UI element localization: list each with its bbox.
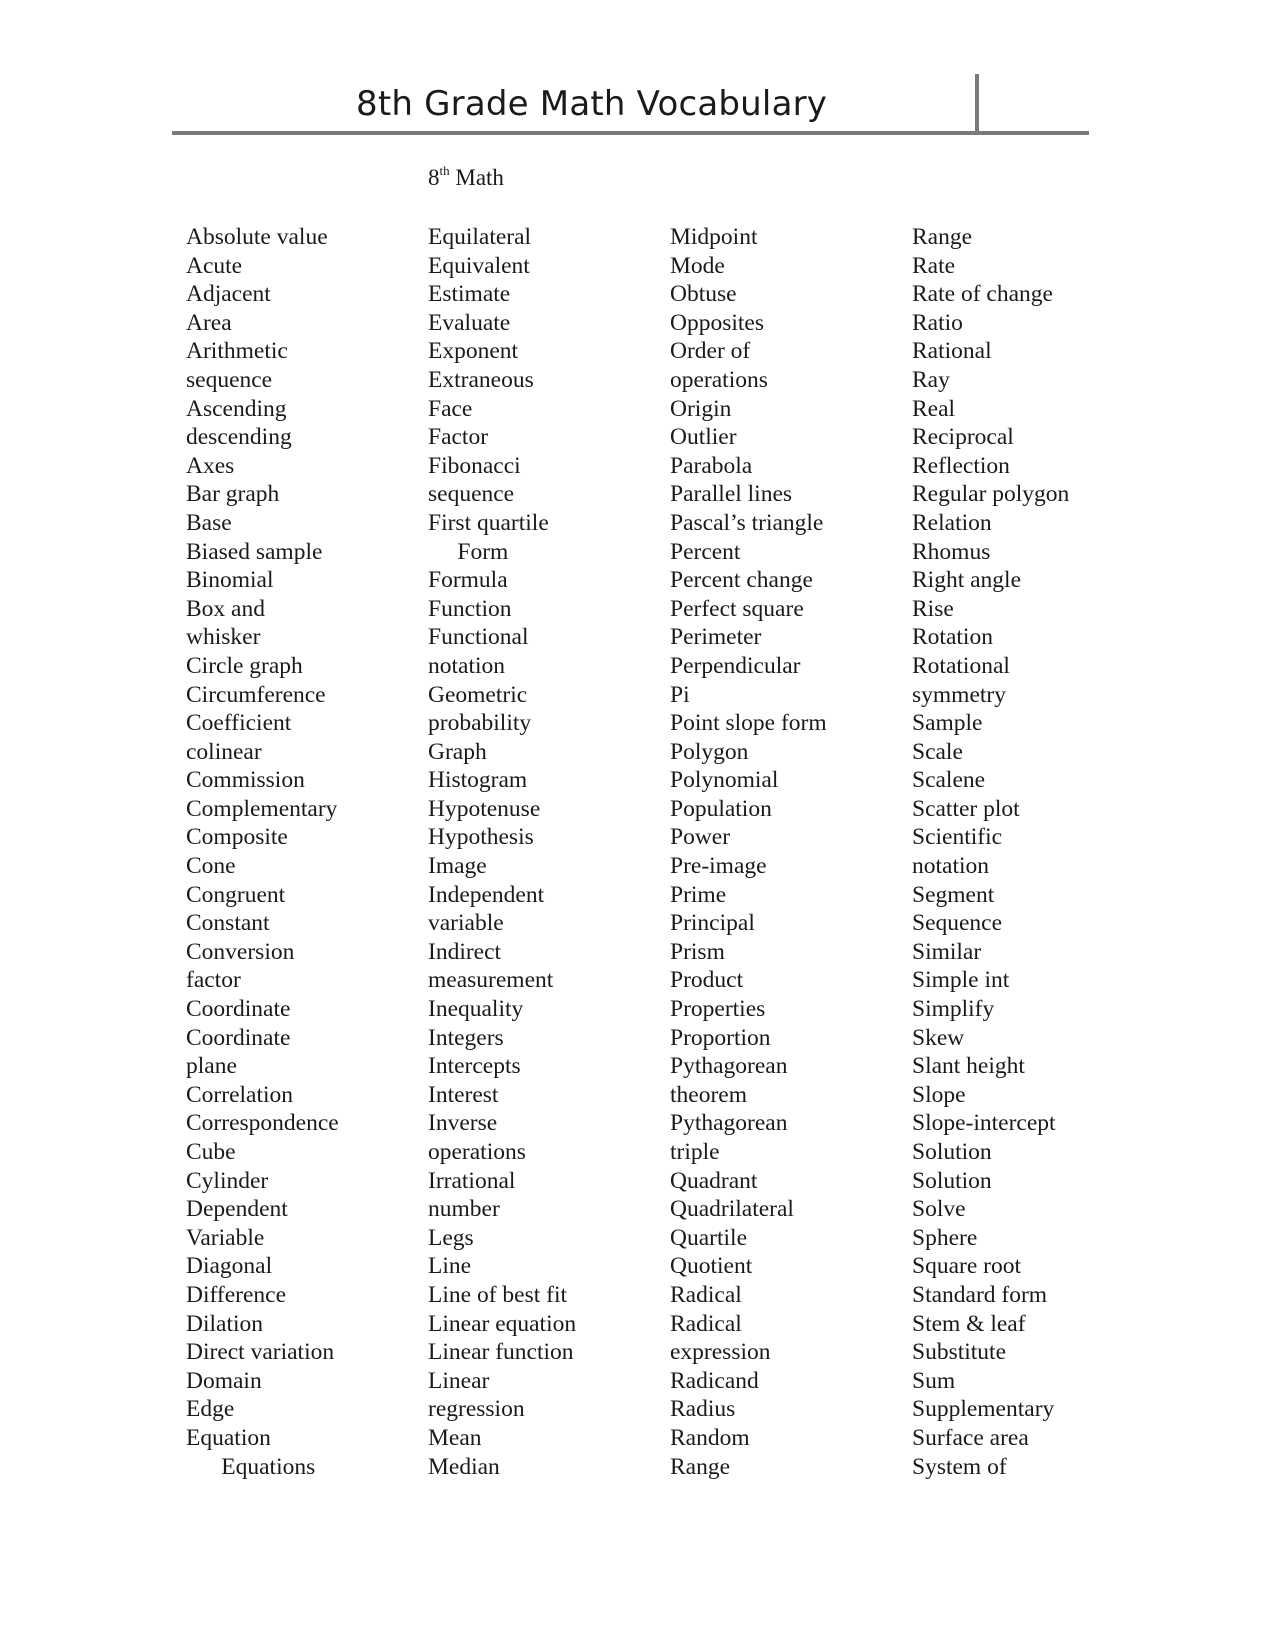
vocab-term: operations [428,1139,526,1165]
vocab-term: Reflection [912,452,1010,479]
vocab-term: Function [428,595,512,622]
vocab-term: Histogram [428,767,528,794]
vocab-term: Indirect [428,938,502,965]
vocab-term: Scale [912,738,963,765]
vocab-term: Line of best fit [428,1281,568,1308]
vocab-term: Commission [186,767,305,794]
vocab-term: Proportion [670,1024,771,1051]
vocab-term: Pythagorean [670,1110,788,1137]
vocab-term: Bar graph [186,481,280,508]
vocab-term: Population [670,795,772,822]
vocab-term: sequence [186,366,273,393]
vocab-term: Parabola [670,452,753,479]
vocab-term: Box and [186,595,265,622]
vocab-term: Equations [186,1453,316,1480]
vocab-term: Quadrant [670,1167,758,1194]
vocab-term: Variable [186,1224,265,1251]
vocab-term: Rhomus [912,538,991,565]
vocab-term: Inverse [428,1110,498,1137]
vocab-term: Domain [186,1367,262,1394]
vocab-term: Supplementary [912,1396,1055,1423]
vocab-term: Line [428,1253,472,1280]
vocab-term: Dilation [186,1310,264,1337]
vocab-term: Binomial [186,567,274,594]
vocab-term: Product [670,967,744,994]
vocab-column-2 [428,223,576,1481]
vocab-term: Functional [428,624,529,651]
vocab-column-4 [912,223,1069,1481]
vocab-term: Extraneous [428,366,534,393]
header-rule [172,131,1089,135]
vocab-term: Polygon [670,738,749,765]
vocab-term: Hypotenuse [428,795,541,822]
vocab-term: Rate of change [912,281,1053,308]
vocab-term: Legs [428,1224,474,1251]
vocab-term: Substitute [912,1339,1007,1366]
vocab-term: Scatter plot [912,795,1020,822]
vocab-term: Scientific [912,824,1003,851]
vocab-term: Adjacent [186,281,271,308]
subtitle-grade-number: 8 [428,165,440,190]
vocab-term: Stem & leaf [912,1310,1026,1337]
vocab-term: Midpoint [670,224,758,250]
vocab-term: Formula [428,567,508,594]
vocab-term: Factor [428,424,489,451]
vocab-term: Radicand [670,1367,759,1394]
vocab-term: Linear [428,1367,490,1394]
vocab-term: Cube [186,1139,236,1165]
vocab-term: Image [428,853,487,880]
vocab-term: Regular polygon [912,481,1070,508]
vocab-term: Mean [428,1424,482,1451]
vocab-term: Power [670,824,731,851]
vocab-term: notation [428,652,506,679]
vocab-term: Order of [670,338,751,365]
vocab-term: Opposites [670,309,764,336]
vocab-term: Polynomial [670,767,779,794]
vocab-term: Point slope form [670,710,827,737]
vocab-term: Slope-intercept [912,1110,1056,1137]
vocab-term: Geometric [428,681,528,708]
vocab-term: Range [912,224,973,250]
vocab-term: Correlation [186,1081,294,1108]
vocab-term: Origin [670,395,732,422]
vocab-term: Real [912,395,956,422]
vocab-term: Scalene [912,767,986,794]
vocab-term: Relation [912,509,992,536]
vocab-term: Rotation [912,624,993,651]
vocab-term: Ray [912,366,950,393]
vocab-term: Form [428,538,509,565]
vocab-term: measurement [428,967,554,994]
vocab-term: Slant height [912,1053,1025,1080]
vocab-term: Correspondence [186,1110,339,1137]
vocab-term: Prime [670,881,727,908]
vocab-term: Solution [912,1167,992,1194]
vocab-term: theorem [670,1081,747,1108]
vocab-term: Pi [670,681,690,708]
vocab-term: Quartile [670,1224,747,1251]
vocab-term: Skew [912,1024,965,1051]
vocab-term: Interest [428,1081,499,1108]
vocab-term: factor [186,967,241,994]
vocab-term: Simplify [912,996,995,1023]
vocab-term: plane [186,1053,237,1080]
vocab-term: Coefficient [186,710,292,737]
vocab-term: Surface area [912,1424,1029,1451]
vocab-term: Constant [186,910,270,937]
vocab-term: Linear equation [428,1310,577,1337]
vocab-term: descending [186,424,292,451]
vocab-term: Square root [912,1253,1021,1280]
vocab-term: Obtuse [670,281,737,308]
vocab-term: Sample [912,710,983,737]
vocab-term: Fibonacci [428,452,521,479]
subtitle-ordinal-suffix: th [439,163,450,178]
vocab-term: Pythagorean [670,1053,788,1080]
vocab-term: Acute [186,252,243,279]
vocab-term: sequence [428,481,515,508]
vocab-term: Solution [912,1139,992,1165]
subtitle [428,164,504,192]
vocab-term: Median [428,1453,500,1480]
vocab-term: Slope [912,1081,966,1108]
vocab-term: Pascal’s triangle [670,509,824,536]
vocab-term: Composite [186,824,288,851]
header-vertical-divider [975,74,979,135]
vocab-term: Evaluate [428,309,511,336]
vocab-term: triple [670,1139,720,1165]
vocab-term: Properties [670,996,766,1023]
vocab-term: Standard form [912,1281,1048,1308]
vocab-term: Absolute value [186,224,328,250]
vocab-term: Range [670,1453,731,1480]
vocab-term: Difference [186,1281,287,1308]
vocab-term: Cylinder [186,1167,269,1194]
vocab-term: Quotient [670,1253,753,1280]
vocab-term: Radius [670,1396,736,1423]
vocab-term: Hypothesis [428,824,534,851]
vocab-term: Random [670,1424,750,1451]
vocab-term: Face [428,395,473,422]
vocab-term: Perfect square [670,595,804,622]
vocab-term: Radical [670,1310,742,1337]
vocab-term: expression [670,1339,771,1366]
vocab-term: Axes [186,452,235,479]
vocab-term: Radical [670,1281,742,1308]
vocab-term: Ascending [186,395,287,422]
vocab-term: Rise [912,595,954,622]
vocab-term: First quartile [428,509,549,536]
vocab-term: Conversion [186,938,295,965]
vocab-term: operations [670,366,768,393]
vocab-term: Percent change [670,567,813,594]
vocab-term: number [428,1196,500,1223]
vocab-term: Equilateral [428,224,532,250]
vocab-term: Ratio [912,309,963,336]
vocab-term: colinear [186,738,262,765]
vocab-term: symmetry [912,681,1006,708]
vocab-term: Linear function [428,1339,574,1366]
vocab-term: whisker [186,624,261,651]
vocab-term: Pre-image [670,853,767,880]
vocab-term: Principal [670,910,755,937]
vocab-term: Complementary [186,795,338,822]
vocab-term: Irrational [428,1167,516,1194]
vocab-term: probability [428,710,532,737]
vocab-term: Direct variation [186,1339,335,1366]
vocab-term: Mode [670,252,725,279]
vocab-term: Biased sample [186,538,323,565]
vocab-term: Arithmetic [186,338,288,365]
vocab-term: System of [912,1453,1007,1480]
vocab-term: Inequality [428,996,524,1023]
vocab-term: Circumference [186,681,326,708]
vocab-term: Prism [670,938,725,965]
vocab-term: Congruent [186,881,286,908]
vocab-term: Coordinate [186,996,291,1023]
vocab-term: Graph [428,738,487,765]
vocab-term: Rate [912,252,956,279]
vocab-term: Coordinate [186,1024,291,1051]
vocab-term: Equation [186,1424,271,1451]
subtitle-text: Math [449,165,504,190]
vocab-term: Reciprocal [912,424,1014,451]
vocab-term: Edge [186,1396,235,1423]
vocab-term: Percent [670,538,741,565]
page-header [0,0,1275,140]
vocab-term: Similar [912,938,982,965]
vocab-term: Segment [912,881,995,908]
vocab-term: Outlier [670,424,737,451]
vocab-term: Circle graph [186,652,303,679]
vocab-column-1 [186,223,339,1481]
vocab-term: Perpendicular [670,652,801,679]
vocab-term: Right angle [912,567,1021,594]
vocab-term: Simple int [912,967,1010,994]
vocab-term: Area [186,309,232,336]
vocab-term: Sum [912,1367,956,1394]
vocab-column-3 [670,223,827,1481]
vocab-term: Rational [912,338,992,365]
vocab-term: Perimeter [670,624,762,651]
vocab-term: Cone [186,853,236,880]
vocab-term: Parallel lines [670,481,793,508]
vocab-term: Intercepts [428,1053,521,1080]
vocab-term: Diagonal [186,1253,273,1280]
vocab-term: Estimate [428,281,511,308]
vocab-term: Sphere [912,1224,978,1251]
vocab-term: Base [186,509,232,536]
page-title: 8th Grade Math Vocabulary [356,84,828,124]
vocab-term: Quadrilateral [670,1196,794,1223]
vocab-term: Independent [428,881,545,908]
vocab-term: Sequence [912,910,1003,937]
vocab-term: Equivalent [428,252,530,279]
vocab-term: variable [428,910,504,937]
vocab-term: Solve [912,1196,966,1223]
vocab-term: notation [912,853,990,880]
vocab-term: Integers [428,1024,504,1051]
vocab-term: Dependent [186,1196,288,1223]
vocab-term: Rotational [912,652,1010,679]
vocab-term: regression [428,1396,525,1423]
vocab-term: Exponent [428,338,519,365]
